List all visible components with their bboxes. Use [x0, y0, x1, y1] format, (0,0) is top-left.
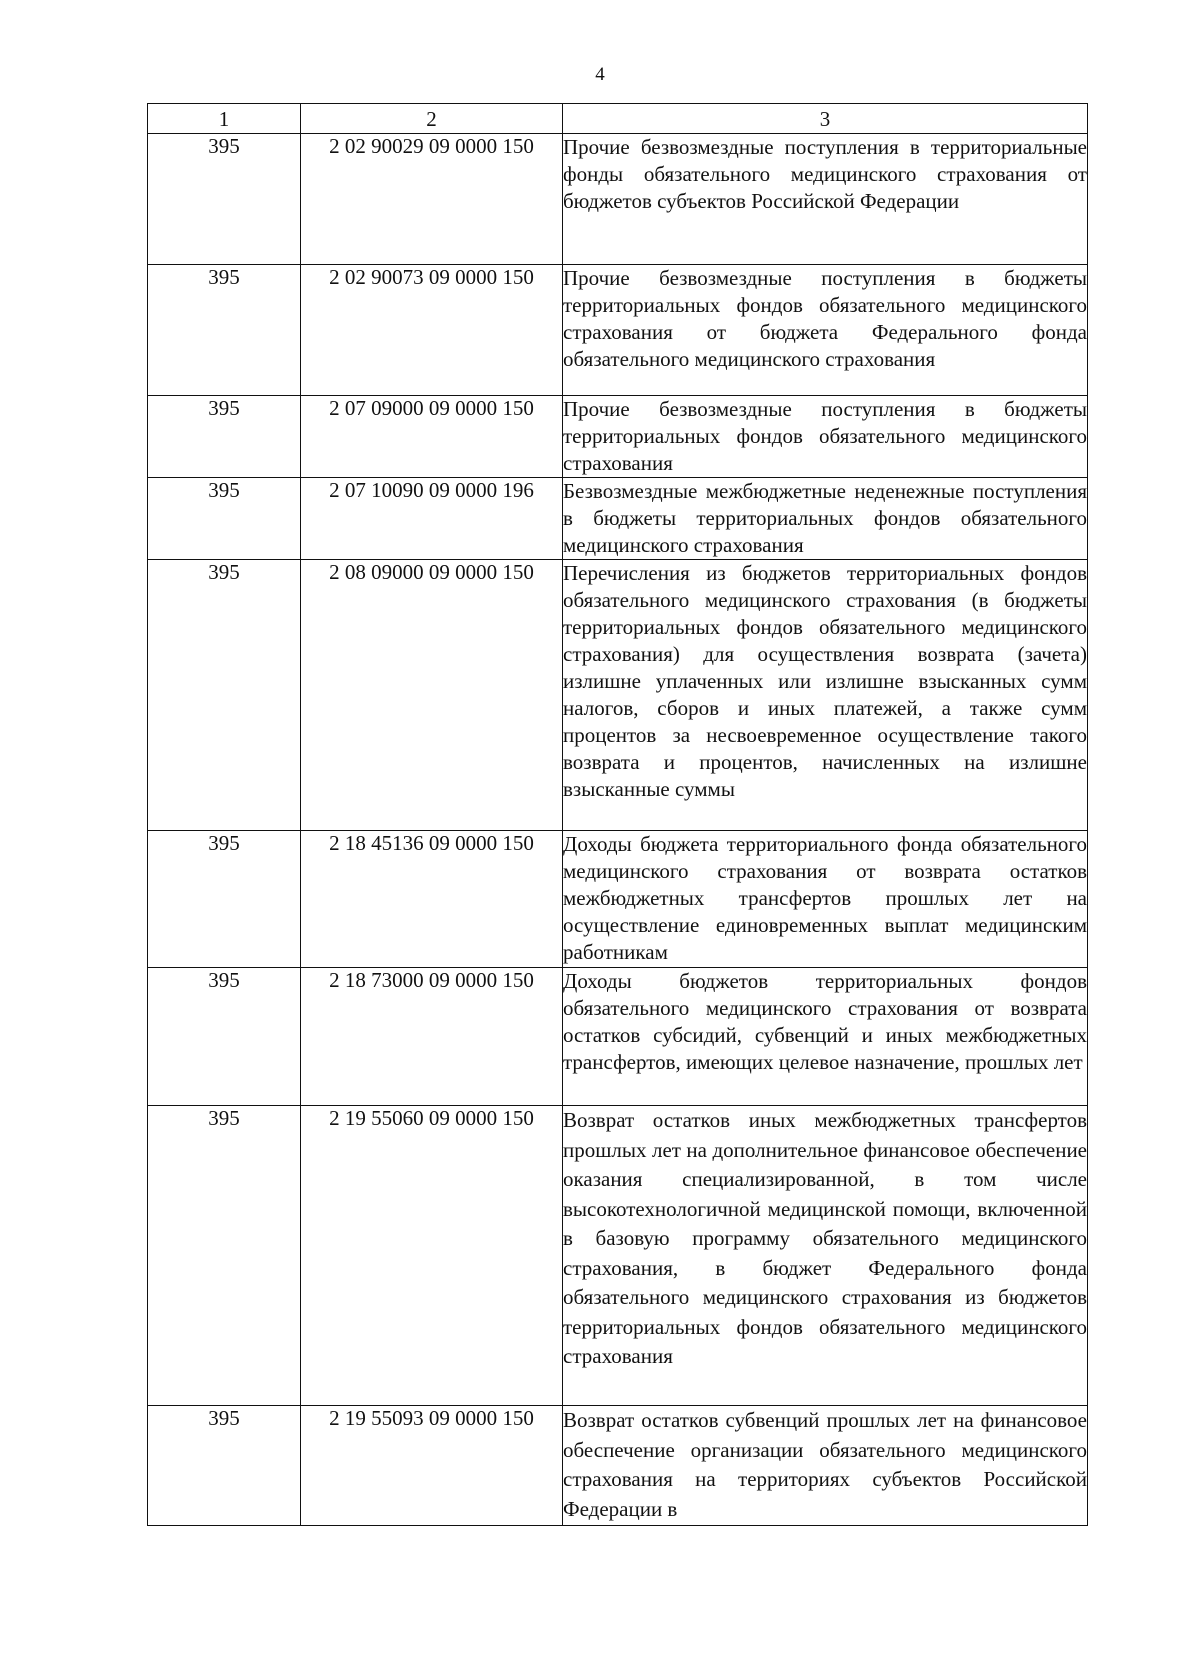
- table-row: [148, 968, 1088, 1106]
- revenue-name-cell: Безвозмездные межбюджетные неденежные поступления в бюджеты территориальных фондов обязательного медицинского страхования: [563, 478, 1088, 560]
- table-row: [148, 265, 1088, 396]
- budget-classification-table: [147, 103, 1088, 1526]
- revenue-name-cell: Возврат остатков иных межбюджетных трансфертов прошлых лет на дополнительное финансовое обеспечение оказания специализированной, в том числе высокотехнологичной медицинской помощи, включенной в базовую программу обязательного медицинского страхования, в бюджет Федерального фонда обязательного медицинского страхования из бюджетов территориальных фондов обязательного медицинского страхования: [563, 1106, 1088, 1406]
- budget-code-cell: 2 07 09000 09 0000 150: [301, 396, 563, 478]
- column-header-1: 1: [148, 104, 301, 134]
- admin-code-cell: 395: [148, 831, 301, 968]
- revenue-name-cell: Прочие безвозмездные поступления в бюджеты территориальных фондов обязательного медицинского страхования от бюджета Федерального фонда обязательного медицинского страхования: [563, 265, 1088, 396]
- budget-code-cell: 2 18 73000 09 0000 150: [301, 968, 563, 1106]
- budget-code-cell: 2 07 10090 09 0000 196: [301, 478, 563, 560]
- budget-code-cell: 2 19 55060 09 0000 150: [301, 1106, 563, 1406]
- budget-code-cell: 2 19 55093 09 0000 150: [301, 1406, 563, 1526]
- revenue-name-cell: Перечисления из бюджетов территориальных фондов обязательного медицинского страхования (в бюджеты территориальных фондов обязательного медицинского страхования) для осуществления возврата (зачета) излишне уплаченных или излишне взысканных сумм налогов, сборов и иных платежей, а также сумм процентов за несвоевременное осуществление такого возврата и процентов, начисленных на излишне взысканные суммы: [563, 560, 1088, 831]
- table-row: [148, 1406, 1088, 1526]
- admin-code-cell: 395: [148, 968, 301, 1106]
- admin-code-cell: 395: [148, 396, 301, 478]
- revenue-name-cell: Прочие безвозмездные поступления в бюджеты территориальных фондов обязательного медицинского страхования: [563, 396, 1088, 478]
- revenue-name-cell: Доходы бюджета территориального фонда обязательного медицинского страхования от возврата остатков межбюджетных трансфертов прошлых лет на осуществление единовременных выплат медицинским работникам: [563, 831, 1088, 968]
- admin-code-cell: 395: [148, 478, 301, 560]
- budget-code-cell: 2 08 09000 09 0000 150: [301, 560, 563, 831]
- revenue-name-cell: Доходы бюджетов территориальных фондов обязательного медицинского страхования от возврата остатков субсидий, субвенций и иных межбюджетных трансфертов, имеющих целевое назначение, прошлых лет: [563, 968, 1088, 1106]
- table-row: [148, 831, 1088, 968]
- admin-code-cell: 395: [148, 265, 301, 396]
- table-row: [148, 396, 1088, 478]
- budget-code-cell: 2 18 45136 09 0000 150: [301, 831, 563, 968]
- budget-code-cell: 2 02 90073 09 0000 150: [301, 265, 563, 396]
- admin-code-cell: 395: [148, 560, 301, 831]
- admin-code-cell: 395: [148, 134, 301, 265]
- revenue-name-cell: Возврат остатков субвенций прошлых лет на финансовое обеспечение организации обязательного медицинского страхования на территориях субъектов Российской Федерации в: [563, 1406, 1088, 1526]
- table-row: [148, 478, 1088, 560]
- header-row: [148, 104, 1088, 134]
- admin-code-cell: 395: [148, 1106, 301, 1406]
- table-row: [148, 560, 1088, 831]
- column-header-3: 3: [563, 104, 1088, 134]
- revenue-name-cell: Прочие безвозмездные поступления в территориальные фонды обязательного медицинского страхования от бюджетов субъектов Российской Федерации: [563, 134, 1088, 265]
- column-header-2: 2: [301, 104, 563, 134]
- admin-code-cell: 395: [148, 1406, 301, 1526]
- table-row: [148, 134, 1088, 265]
- page-number: 4: [595, 64, 605, 85]
- budget-code-cell: 2 02 90029 09 0000 150: [301, 134, 563, 265]
- table-row: [148, 1106, 1088, 1406]
